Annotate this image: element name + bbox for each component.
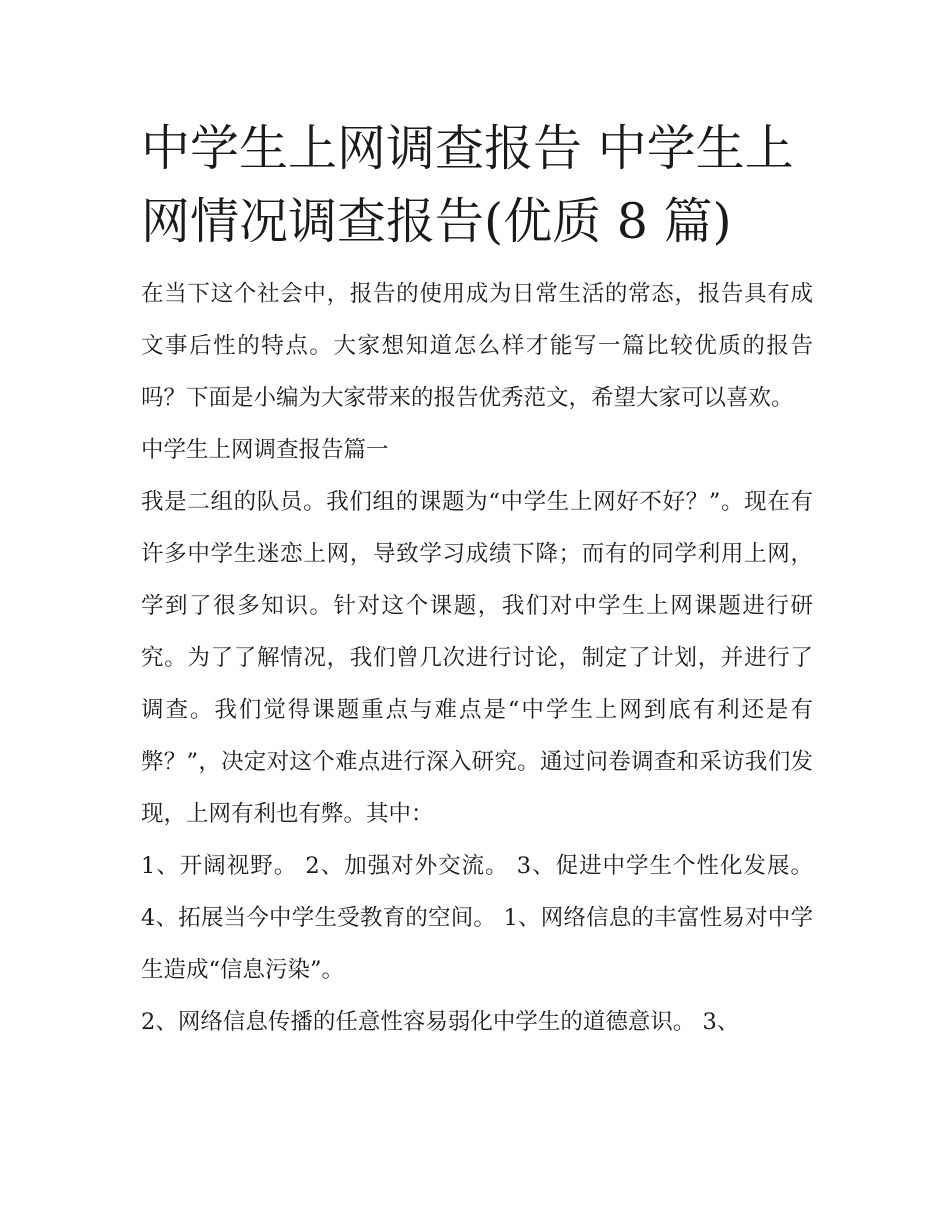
intro-paragraph: 在当下这个社会中，报告的使用成为日常生活的常态，报告具有成文事后性的特点。大家想知道怎么样才能写一篇比较优质的报告吗？下面是小编为大家带来的报告优秀范文，希望大家可以喜欢。 [141, 281, 813, 411]
document-page [141, 112, 813, 1048]
section-heading: 中学生上网调查报告篇一 [141, 437, 389, 463]
body-paragraph-2: 1、开阔视野。 2、加强对外交流。 3、促进中学生个性化发展。 4、拓展当今中学生受教育的空间。 1、网络信息的丰富性易对中学生造成“信息污染”。 [141, 853, 813, 983]
body-paragraph-3: 2、网络信息传播的任意性容易弱化中学生的道德意识。 3、 [141, 1009, 740, 1035]
body-paragraph-1: 我是二组的队员。我们组的课题为“中学生上网好不好？”。现在有许多中学生迷恋上网，导致学习成绩下降；而有的同学利用上网，学到了很多知识。针对这个课题，我们对中学生上网课题进行研究。为了了解情况，我们曾几次进行讨论，制定了计划，并进行了调查。我们觉得课题重点与难点是“中学生上网到底有利还是有弊？”，决定对这个难点进行深入研究。通过问卷调查和采访我们发现，上网有利也有弊。其中： [141, 489, 813, 827]
document-title: 中学生上网调查报告 中学生上网情况调查报告(优质 8 篇) [141, 120, 794, 250]
